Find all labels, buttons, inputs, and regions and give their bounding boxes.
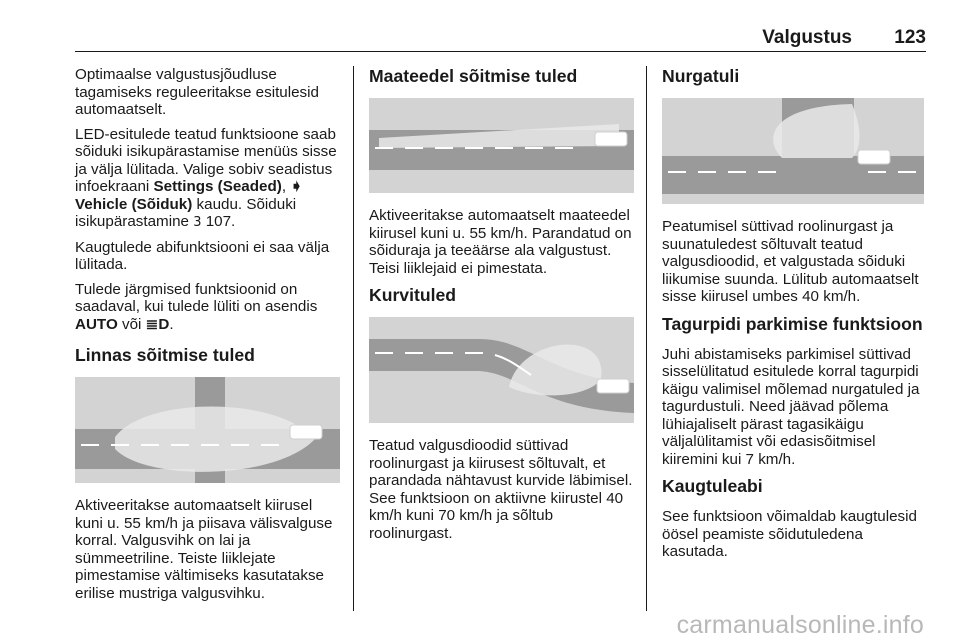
column-1 <box>75 66 340 609</box>
page-header <box>0 0 960 52</box>
paragraph-led <box>75 126 340 232</box>
column-divider <box>353 66 354 611</box>
figure-city-lights <box>75 377 340 483</box>
heading-high-beam-assist: Kaugtuleabi <box>662 476 763 496</box>
headlight-icon: ≣D <box>145 315 170 333</box>
heading-city-lights: Linnas sõitmise tuled <box>75 345 255 365</box>
column-3 <box>662 66 927 568</box>
section-title: Valgustus <box>762 27 852 48</box>
text: Tulede järgmised funktsioonid on saadaval, kui tulede lüliti on asendis <box>75 280 318 315</box>
vehicle-label: Vehicle (Sõiduk) <box>75 195 193 213</box>
heading-curve-lights: Kurvituled <box>369 285 456 305</box>
watermark: carmanualsonline.info <box>676 611 924 639</box>
text: . <box>169 315 174 333</box>
text: 107. <box>201 213 236 230</box>
paragraph-highbeam-note: Kaugtulede abifunktsiooni ei saa välja lülitada. <box>75 238 330 273</box>
text: , <box>281 178 291 195</box>
settings-label: Settings (Seaded) <box>153 178 282 195</box>
column-divider <box>646 66 647 611</box>
figure-curve-lights <box>369 317 634 423</box>
paragraph-city-lights: Aktiveeritakse automaatselt kiirusel kuni u. 55 km/h ja piisava välisvalguse korral. Valgusvihk on lai ja sümmeetriline. Teiste liiklejate pimestamise vältimiseks kasutatakse erilise mustriga valgusvihku. <box>75 497 333 602</box>
paragraph-high-beam-assist: See funktsioon võimaldab kaugtulesid öösel peamiste sõidutuledena kasutada. <box>662 508 917 560</box>
header-rule <box>75 51 926 52</box>
heading-corner-light: Nurgatuli <box>662 66 740 86</box>
figure-corner-light <box>662 98 924 204</box>
paragraph-curve-lights: Teatud valgusdioodid süttivad roolinurgast ja kiirusest sõltuvalt, et parandada nähtavust kurvide läbimisel. See funktsioon on aktiivne kiirustel 40 km/h kuni 70 km/h ja sõltub roolinurgast. <box>369 437 633 542</box>
paragraph-switch <box>75 281 340 334</box>
heading-reverse-parking: Tagurpidi parkimise funktsioon <box>662 313 923 334</box>
column-2 <box>369 66 634 549</box>
heading-country-lights: Maateedel sõitmise tuled <box>369 66 578 86</box>
paragraph-country-lights: Aktiveeritakse automaatselt maateedel kiirusel kuni u. 55 km/h. Parandatud on sõiduraja ja teeäärse ala valgustust. Teisi liiklejaid ei pimestata. <box>369 207 632 277</box>
arrow-icon: ➧ <box>290 178 303 195</box>
text: LED-esitulede teatud funktsioone saab sõiduki isikupärastamise menüüs sisse ja välja lülitada. Valige sobiv seadistus infoekraani <box>75 125 337 195</box>
paragraph-intro: Optimaalse valgustusjõudluse tagamiseks reguleeritakse esitulesid automaatselt. <box>75 66 319 118</box>
paragraph-reverse-parking: Juhi abistamiseks parkimisel süttivad sisselülitatud esitulede korral tagurpidi käigu valimisel mõlemad nurgatuled ja tagurdustuli. Need jäävad põlema lühiajaliselt pärast tagasikäigu väljalülitamist või edasisõitmisel kiiremini kui 7 km/h. <box>662 345 920 468</box>
auto-label: AUTO <box>75 315 118 333</box>
figure-country-lights <box>369 98 634 193</box>
text: või <box>117 315 146 333</box>
text: kaudu. Sõiduki isikupärastamine <box>75 195 297 230</box>
page-reference-icon: 3 <box>193 215 202 230</box>
paragraph-corner-light: Peatumisel süttivad roolinurgast ja suunatuledest sõltuvalt teatud valgusdioodid, et valgustada sõiduki liikumise suunda. Lülitub automaatselt sisse kiirusel umbes 40 km/h. <box>662 218 919 305</box>
page-number: 123 <box>894 27 926 48</box>
